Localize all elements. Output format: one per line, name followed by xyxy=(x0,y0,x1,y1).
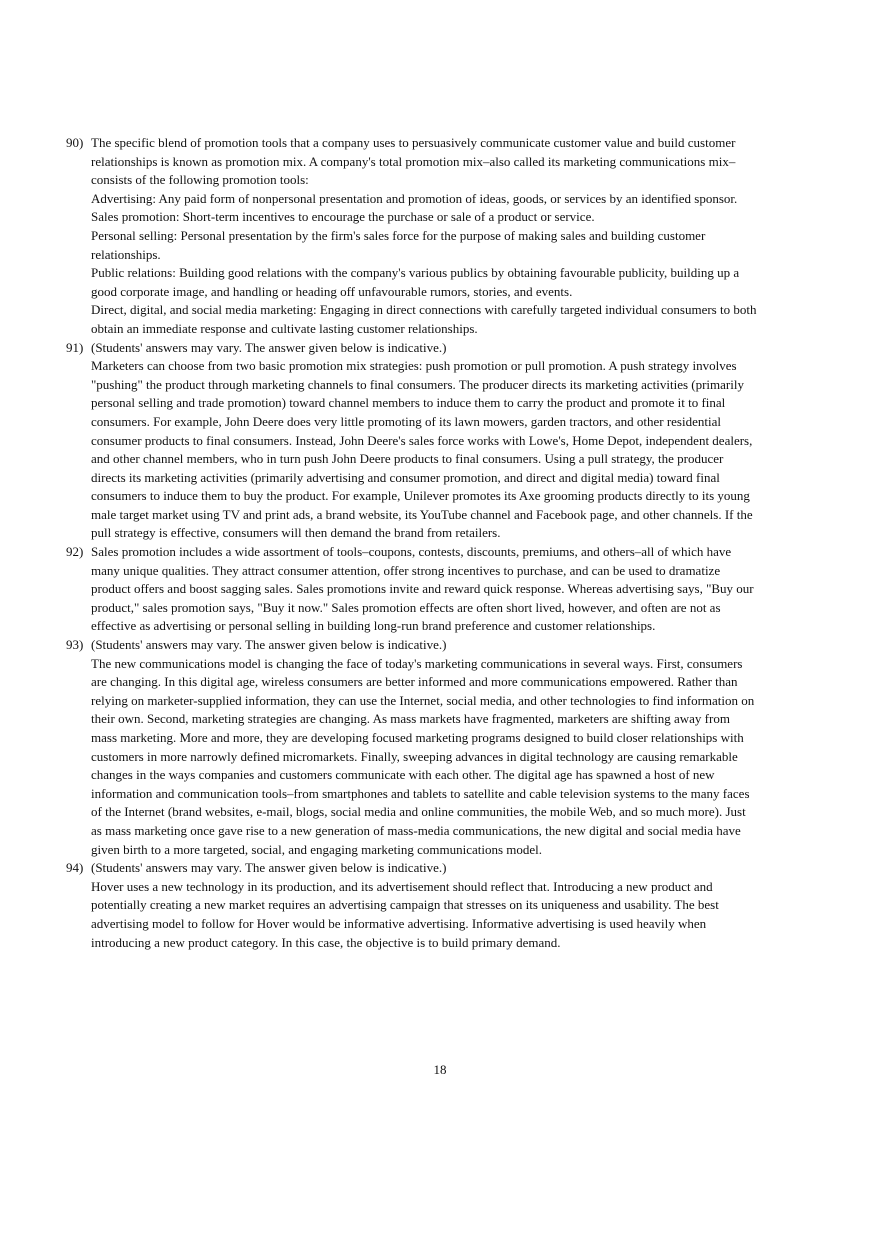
answer-number: 90) xyxy=(66,135,84,150)
answer-paragraph: Hover uses a new technology in its production, and its advertisement should reflect that. Introducing a new product and potentially creating a new market requires an advertising campaign that stresses on its uniqueness and usability. The best advertising model to follow for Hover would be informative advertising. Informative advertising is used heavily when introducing a new product category. In this case, the objective is to build primary demand. xyxy=(91,878,719,950)
answer-paragraph: Personal selling: Personal presentation by the firm's sales force for the purpose of making sales and building customer relationships. xyxy=(91,227,706,262)
answer-paragraph: Advertising: Any paid form of nonpersonal presentation and promotion of ideas, goods, or services by an identified sponsor. xyxy=(91,190,738,206)
answer-paragraph: Sales promotion includes a wide assortment of tools–coupons, contests, discounts, premiums, and others–all of which have many unique qualities. They attract consumer attention, offer strong incentives to purchase, and can be used to dramatize product offers and boost sagging sales. Sales promotions invite and reward quick response. Whereas advertising says, "Buy our product," sales promotion says, "Buy it now." Sales promotion effects are often short lived, however, and often are not as effective as advertising or personal selling in building long-run brand preference and customer relationships. xyxy=(91,544,754,634)
answer-paragraph: The specific blend of promotion tools that a company uses to persuasively communicate customer value and build customer relationships is known as promotion mix. A company's total promotion mix–also called its marketing communications mix–consists of the following promotion tools: xyxy=(91,135,736,188)
answer-91 xyxy=(66,339,758,544)
answer-paragraph: Public relations: Building good relations with the company's various publics by obtaining favourable publicity, building up a good corporate image, and handling or heading off unfavourable rumors, stories, and events. xyxy=(91,265,740,299)
answer-93 xyxy=(66,636,758,859)
answer-number: 94) xyxy=(66,860,84,876)
answer-92 xyxy=(66,543,758,636)
answer-paragraph: The new communications model is changing the face of today's marketing communications in several ways. First, consumers are changing. In this digital age, wireless consumers are better informed and more communications empowered. Rather than relying on marketer-supplied information, they can use the Internet, social media, and other technologies to find information on their own. Second, marketing strategies are changing. As mass markets have fragmented, marketers are shifting away from mass marketing. More and more, they are developing focused marketing programs designed to build closer relationships with customers in more narrowly defined micromarkets. Finally, sweeping advances in digital technology are causing remarkable changes in the ways companies and customers communicate with each other. The digital age has spawned a host of new information and communication tools–from smartphones and tablets to satellite and cable television systems to the many faces of the Internet (brand websites, e-mail, blogs, social media and online communities, the mobile Web, and so much more). Just as mass marketing once gave rise to a new generation of mass-media communications, the new digital and social media have given birth to a more targeted, social, and engaging marketing communications model. xyxy=(91,655,755,857)
answer-disclaimer: (Students' answers may vary. The answer given below is indicative.) xyxy=(91,860,447,876)
answer-body xyxy=(91,134,758,339)
answer-paragraph: Sales promotion: Short-term incentives to encourage the purchase or sale of a product or service. xyxy=(91,209,595,225)
answer-disclaimer: (Students' answers may vary. The answer given below is indicative.) xyxy=(91,339,447,355)
answer-body xyxy=(91,859,758,952)
answer-number: 91) xyxy=(66,339,84,355)
answer-number: 93) xyxy=(66,637,84,653)
answer-number: 92) xyxy=(66,544,84,560)
answer-list xyxy=(66,134,758,952)
answer-body xyxy=(91,543,758,636)
answer-94 xyxy=(66,859,758,952)
answer-body xyxy=(91,636,758,859)
answer-body xyxy=(91,339,758,544)
page-number: 18 xyxy=(433,1062,447,1077)
answer-90 xyxy=(66,134,758,339)
answer-paragraph: Marketers can choose from two basic promotion mix strategies: push promotion or pull promotion. A push strategy involves "pushing" the product through marketing channels to final consumers. The producer directs its marketing activities (primarily personal selling and trade promotion) toward channel members to induce them to carry the product and promote it to final consumers. For example, John Deere does very little promoting of its lawn mowers, garden tractors, and other residential consumer products to final consumers. Instead, John Deere's sales force works with Lowe's, Home Depot, independent dealers, and other channel members, who in turn push John Deere products to final consumers. Using a pull strategy, the producer directs its marketing activities (primarily advertising and consumer promotion, and direct and digital media) toward final consumers to induce them to buy the product. For example, Unilever promotes its Axe grooming products directly to its young male target market using TV and print ads, a brand website, its YouTube channel and Facebook page, and other channels. If the pull strategy is effective, consumers will then demand the brand from retailers. xyxy=(91,358,753,541)
answer-disclaimer: (Students' answers may vary. The answer given below is indicative.) xyxy=(91,637,447,653)
answer-paragraph: Direct, digital, and social media marketing: Engaging in direct connections with carefully targeted individual consumers to both obtain an immediate response and cultivate lasting customer relationships. xyxy=(91,302,757,336)
